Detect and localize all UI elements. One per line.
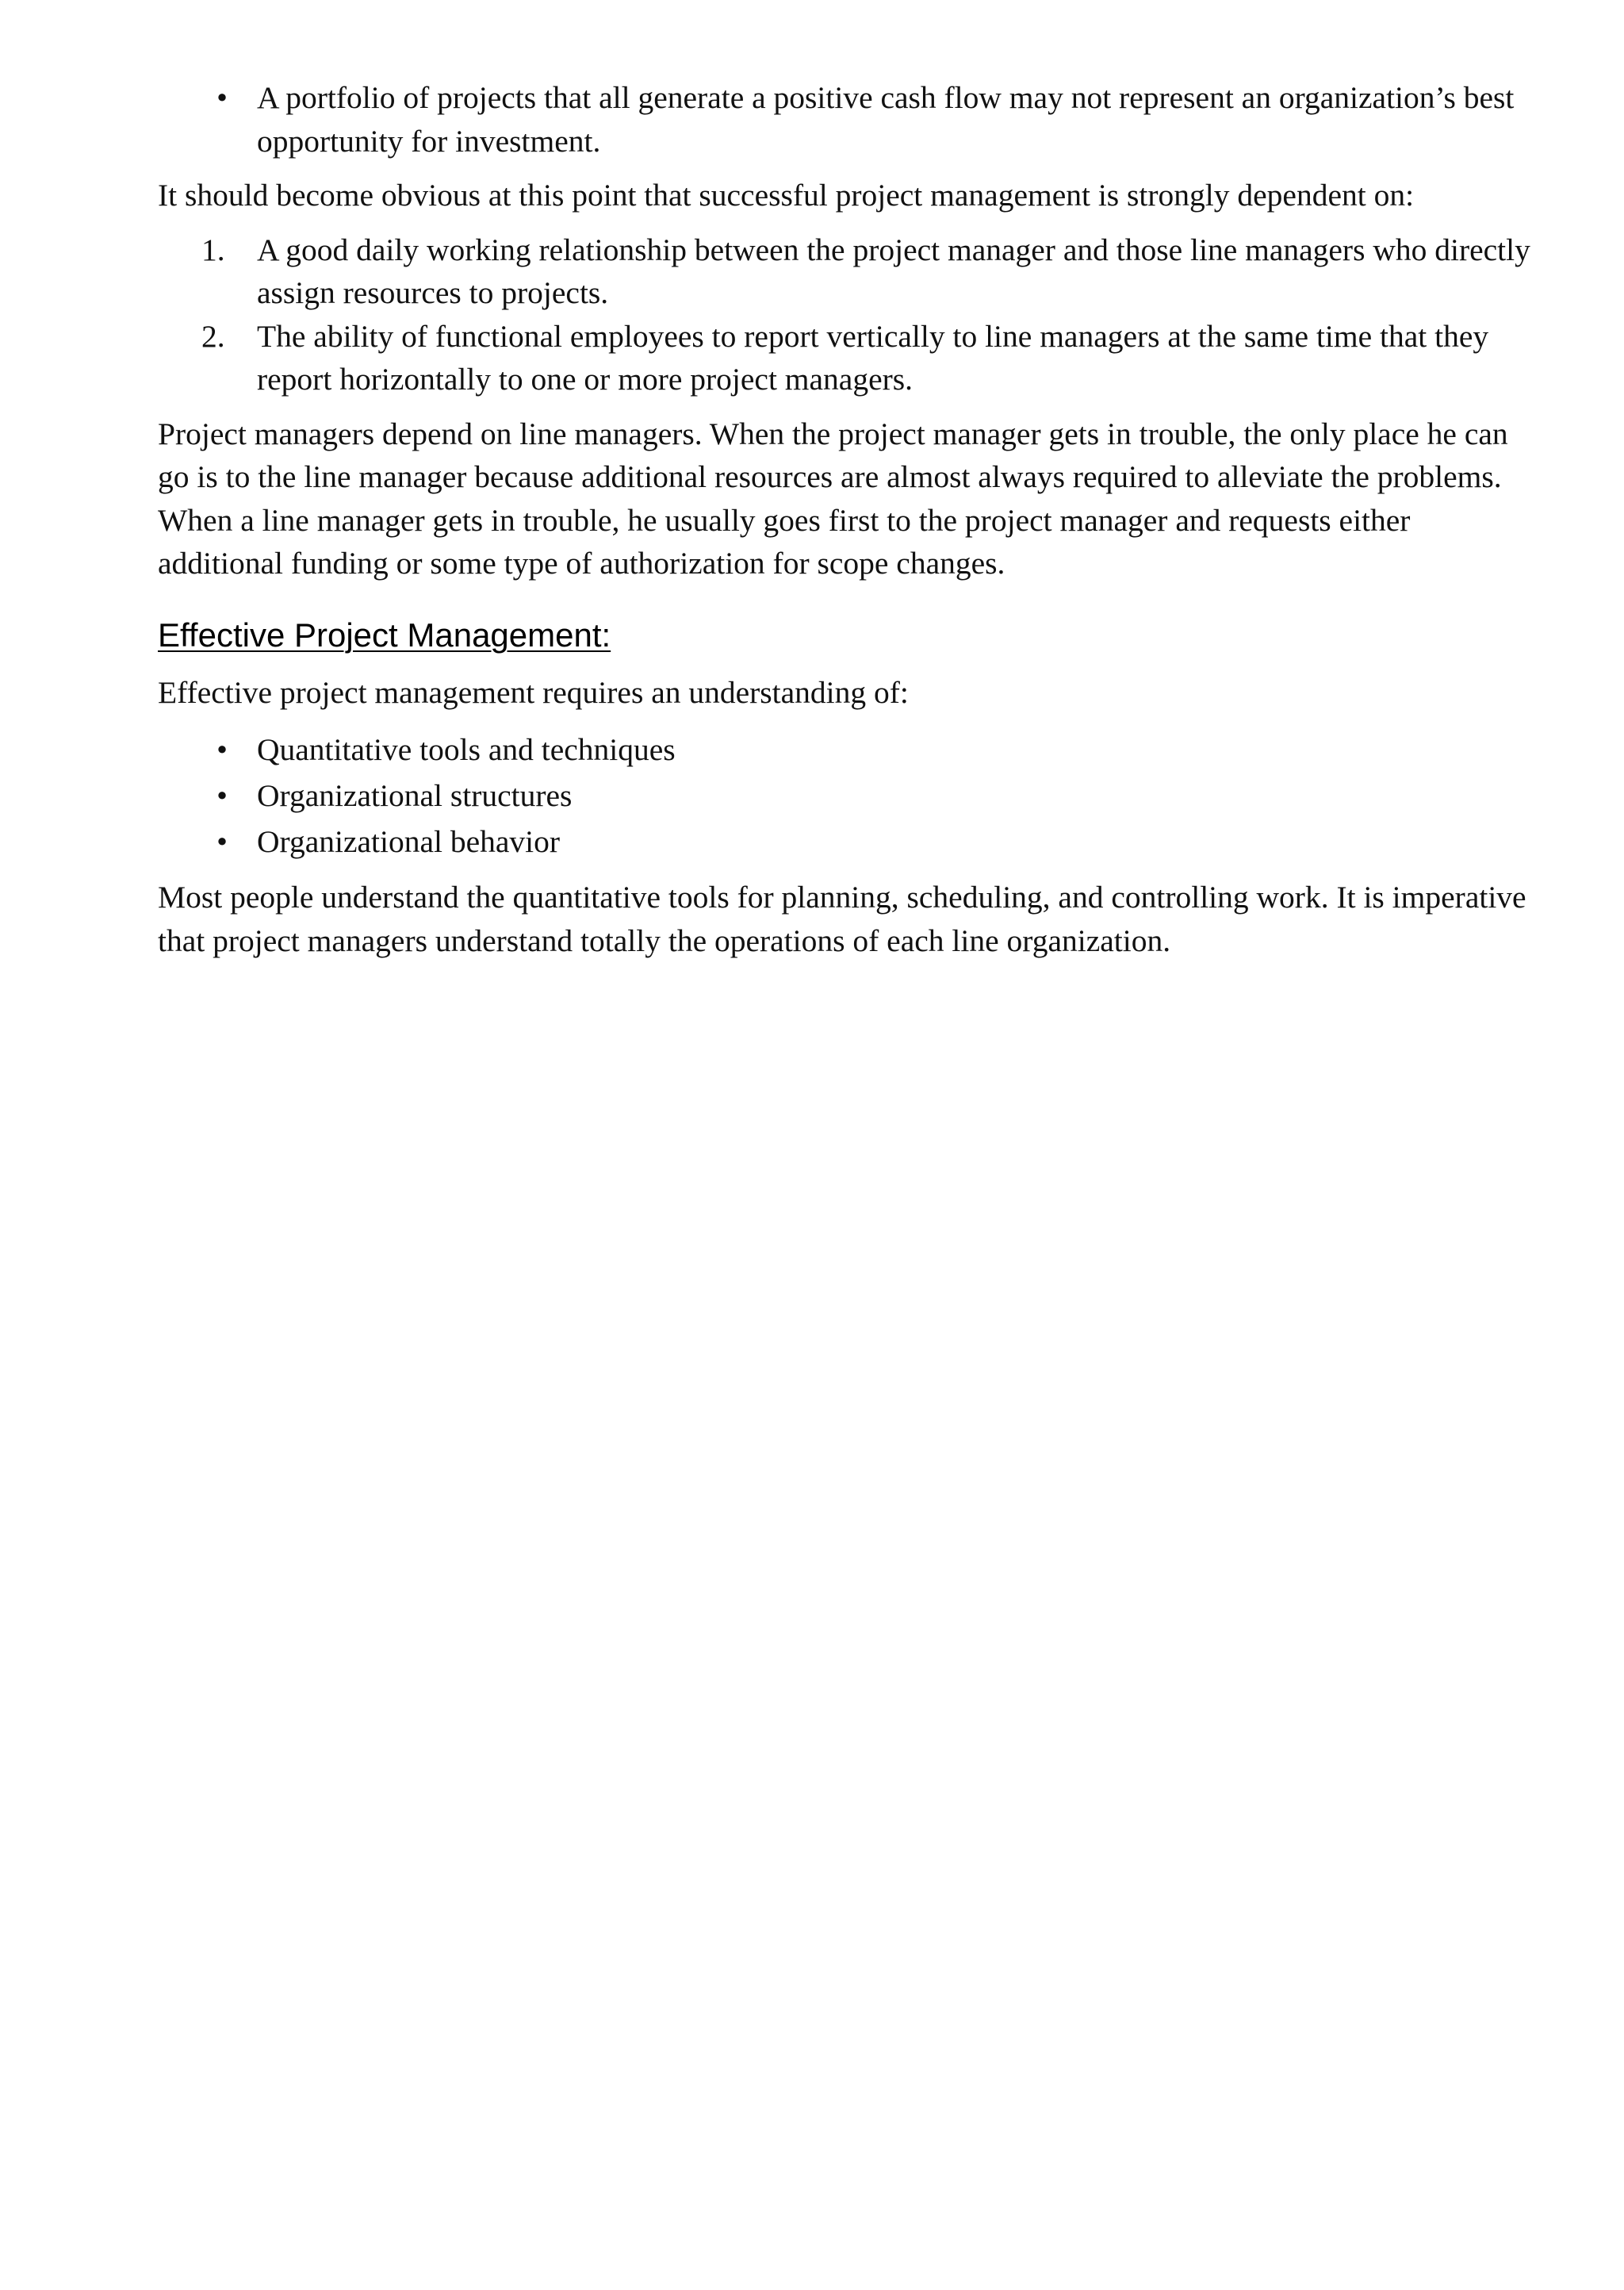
bullet-text: Organizational behavior bbox=[257, 824, 561, 859]
bullet-icon: • bbox=[216, 80, 228, 115]
bullet-text: Organizational structures bbox=[257, 778, 573, 813]
effective-intro-paragraph: Effective project management requires an understanding of: bbox=[158, 674, 909, 710]
list-number: 1. bbox=[201, 232, 225, 267]
document-body bbox=[158, 76, 1538, 962]
bullet-text: Quantitative tools and techniques bbox=[257, 732, 676, 767]
dependency-paragraph: Project managers depend on line managers. When the project manager gets in trouble, the only place he can go is to the line manager because additional resources are almost always required to alleviate the problems. When a line manager gets in trouble, he usually goes first to the project manager and requests either additional funding or some type of authorization for scope changes. bbox=[158, 416, 1508, 581]
understanding-bullet-list bbox=[158, 727, 1538, 865]
top-bullet-list bbox=[158, 76, 1538, 163]
bullet-icon: • bbox=[216, 778, 228, 813]
list-item bbox=[158, 228, 1538, 315]
list-item bbox=[158, 76, 1538, 163]
list-item bbox=[158, 819, 1538, 865]
list-item bbox=[158, 773, 1538, 819]
bullet-text: A portfolio of projects that all generate a positive cash flow may not represent an organization’s best opportunity for investment. bbox=[257, 80, 1515, 159]
closing-paragraph: Most people understand the quantitative tools for planning, scheduling, and controlling work. It is imperative that project managers understand totally the operations of each line organization. bbox=[158, 880, 1526, 958]
intro-paragraph: It should become obvious at this point that successful project management is strongly dependent on: bbox=[158, 178, 1415, 213]
bullet-icon: • bbox=[216, 732, 228, 767]
list-item bbox=[158, 315, 1538, 401]
numbered-list bbox=[158, 228, 1538, 401]
list-number: 2. bbox=[201, 318, 225, 354]
list-item-text: The ability of functional employees to report vertically to line managers at the same time that they report horizontally to one or more project managers. bbox=[257, 318, 1489, 397]
bullet-icon: • bbox=[216, 824, 228, 859]
section-heading: Effective Project Management: bbox=[158, 616, 611, 654]
list-item bbox=[158, 727, 1538, 773]
list-item-text: A good daily working relationship between the project manager and those line managers who directly assign resources to projects. bbox=[257, 232, 1530, 310]
